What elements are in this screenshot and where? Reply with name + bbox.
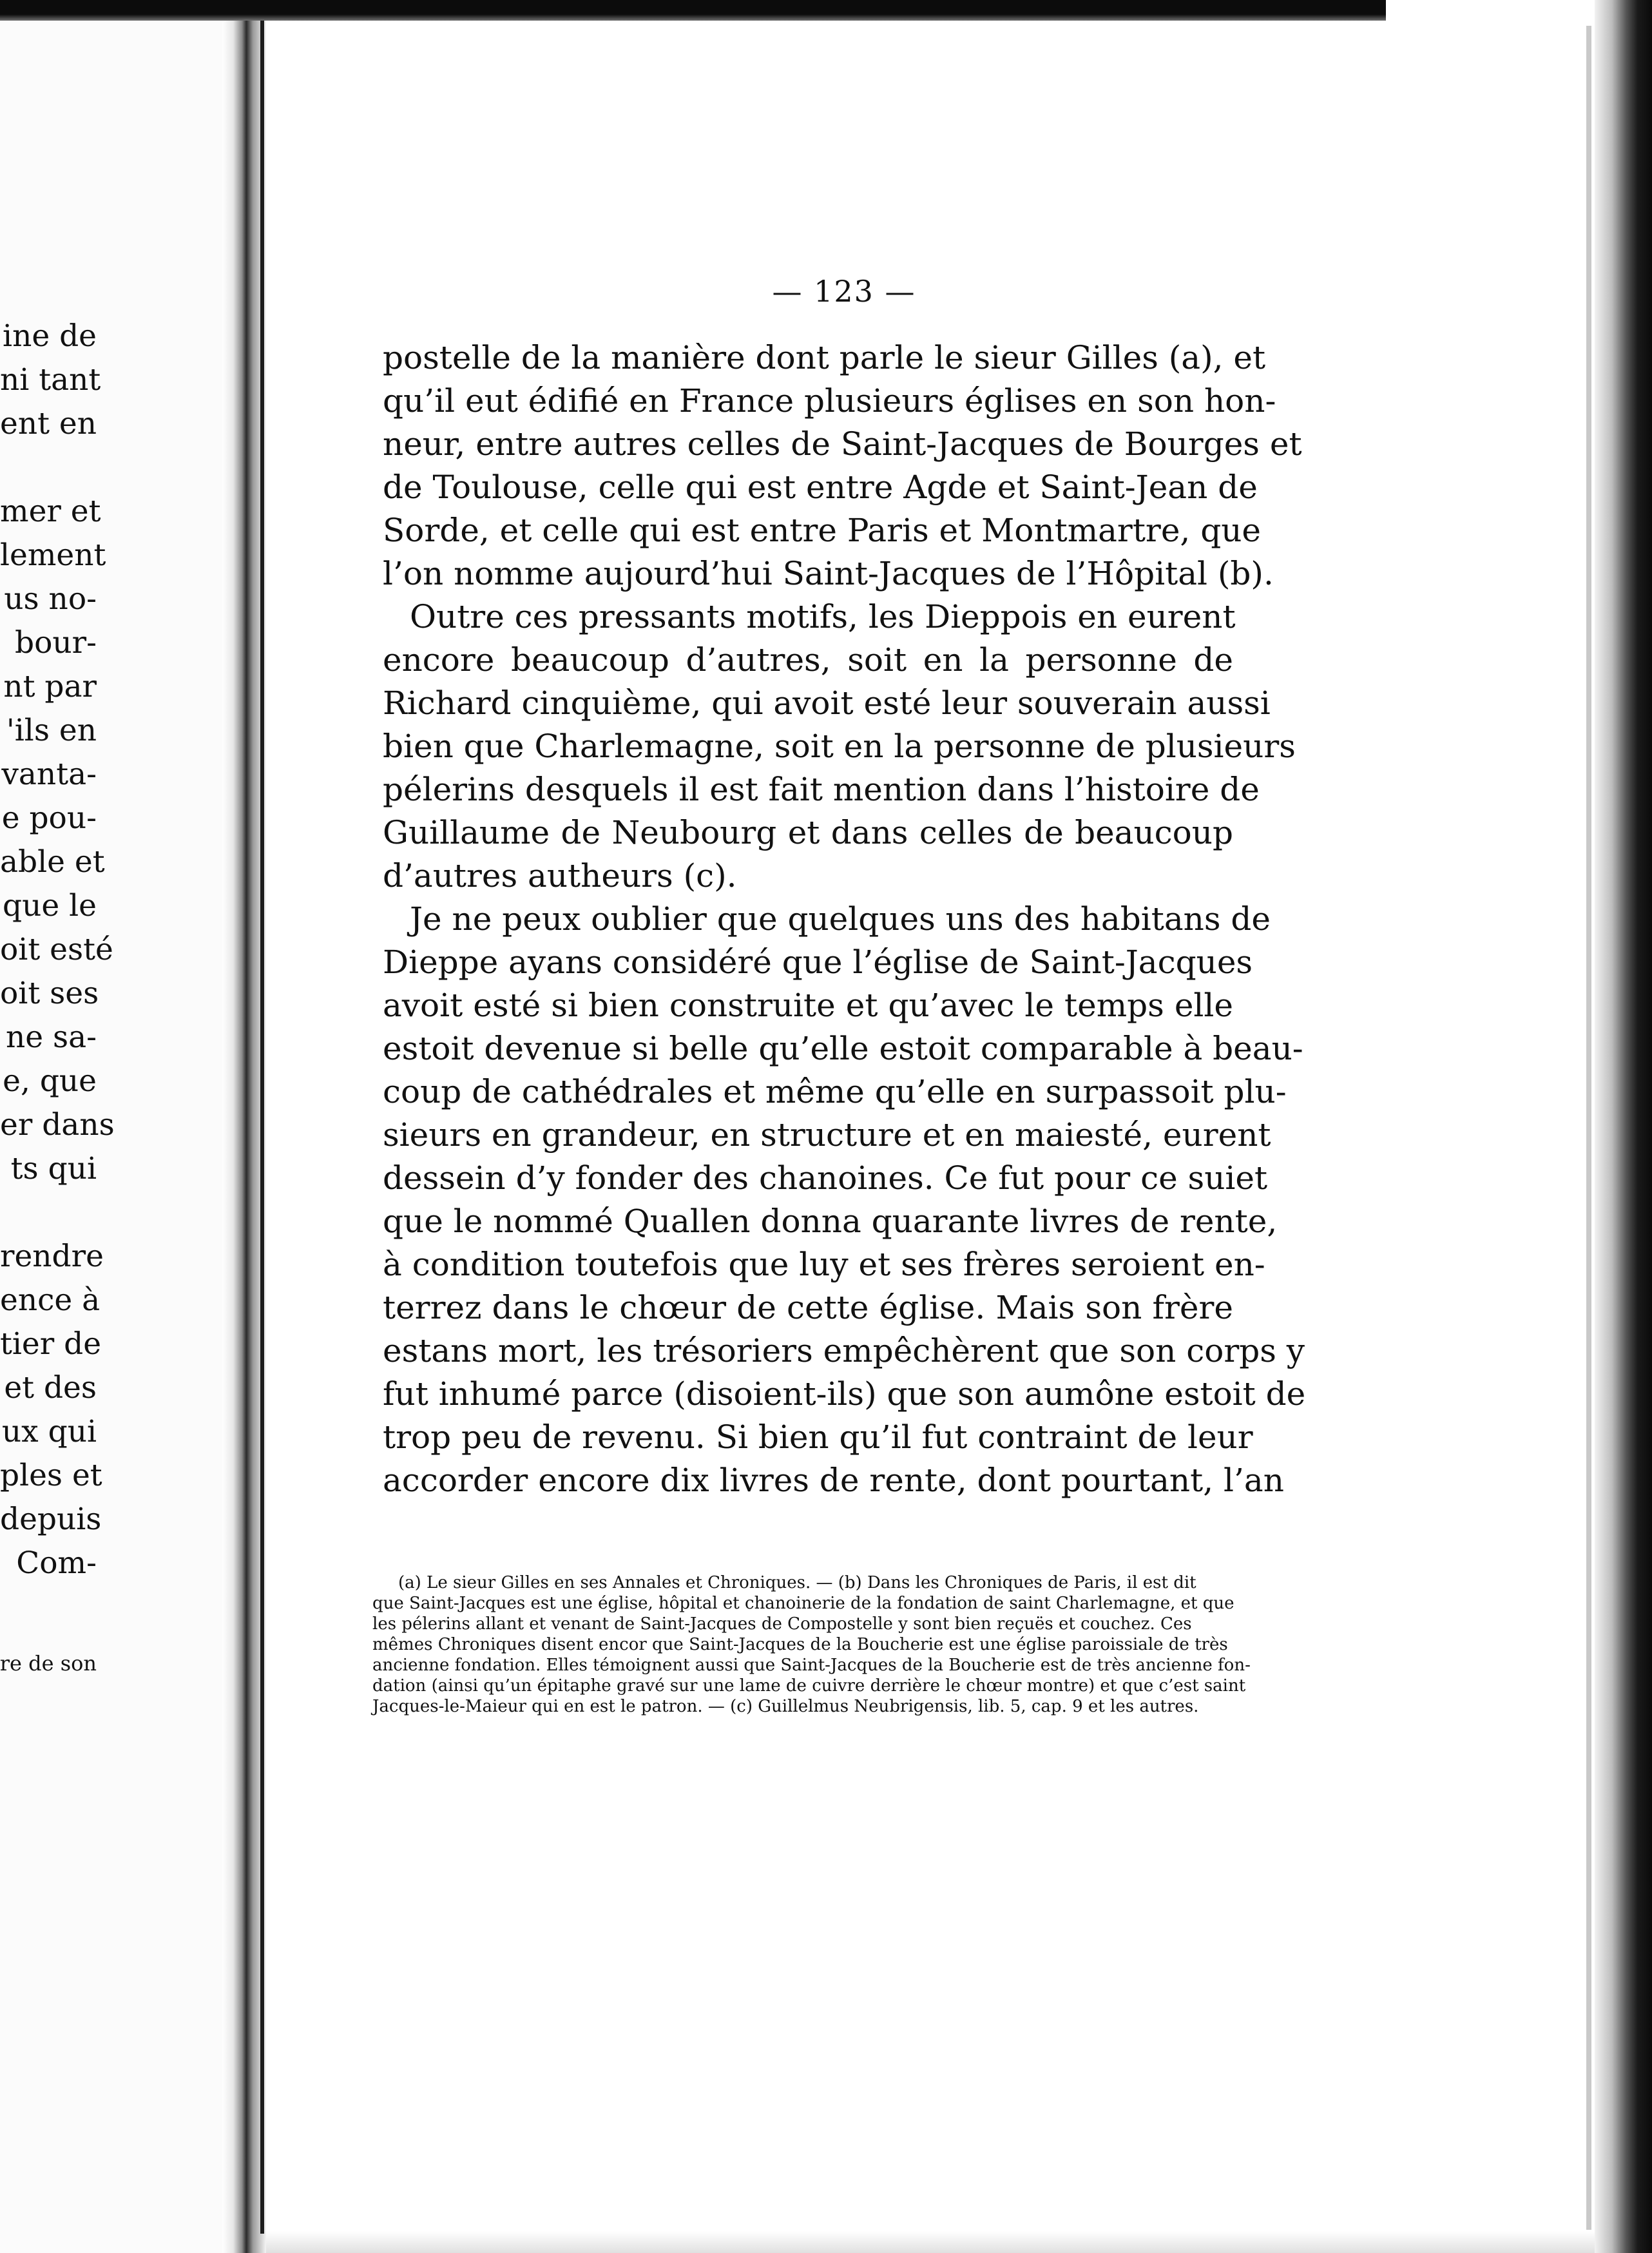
left-page-line: oit esté: [0, 932, 113, 967]
body-line: Guillaume de Neubourg et dans celles de beaucoup: [383, 814, 1233, 851]
body-line: Richard cinquième, qui avoit esté leur souverain aussi: [383, 684, 1271, 722]
left-page-line: ence à: [0, 1282, 101, 1318]
footnote-line: (a) Le sieur Gilles en ses Annales et Chroniques. — (b) Dans les Chroniques de Paris, il est dit: [398, 1573, 1196, 1592]
left-page-line: oit ses: [0, 976, 99, 1011]
body-line: Sorde, et celle qui est entre Paris et Montmartre, que: [383, 512, 1261, 549]
body-line: Dieppe ayans considéré que l’église de Saint-Jacques: [383, 943, 1253, 981]
body-paragraph: [383, 898, 1306, 1502]
body-line: coup de cathédrales et même qu’elle en surpassoit plu-: [383, 1073, 1287, 1110]
body-line: trop peu de revenu. Si bien qu’il fut contraint de leur: [383, 1418, 1253, 1456]
body-paragraph: [383, 595, 1296, 898]
book-spine-shadow: [222, 0, 266, 2253]
left-page-line: ne sa-: [5, 1020, 97, 1055]
left-page-line: us no-: [4, 581, 97, 617]
left-page-line: mer et: [0, 494, 101, 529]
left-page-line: e, que: [3, 1063, 97, 1099]
body-line: Je ne peux oublier que quelques uns des habitans de: [410, 900, 1271, 938]
body-line: d’autres autheurs (c).: [383, 857, 737, 894]
body-line: fut inhumé parce (disoient-ils) que son aumône estoit de: [383, 1375, 1306, 1413]
left-page-line: [0, 446, 97, 490]
scan-right-edge: [1595, 0, 1652, 2253]
footnote-line: dation (ainsi qu’un épitaphe gravé sur une lame de cuivre derrière le chœur montre) et que c’est saint: [372, 1676, 1246, 1696]
left-page-line: rendre: [0, 1239, 104, 1274]
page-number: — 123 —: [772, 274, 916, 309]
body-line: estans mort, les trésoriers empêchèrent que son corps y: [383, 1332, 1305, 1369]
body-line: que le nommé Quallen donna quarante livres de rente,: [383, 1203, 1278, 1240]
body-line: accorder encore dix livres de rente, dont pourtant, l’an: [383, 1462, 1284, 1499]
left-page-line: ine de: [3, 318, 97, 354]
left-page-line: depuis: [0, 1502, 102, 1537]
body-line: pélerins desquels il est fait mention dans l’histoire de: [383, 771, 1260, 808]
left-page-line: able et: [0, 844, 105, 880]
left-page-footnote-fragment: re de son: [0, 1651, 97, 1676]
footnote-line: ancienne fondation. Elles témoignent aussi que Saint-Jacques de la Boucherie est de très ancienne fon-: [372, 1656, 1251, 1675]
scan-top-border: [0, 0, 1386, 21]
body-line: encore beaucoup d’autres, soit en la personne de: [383, 641, 1233, 679]
left-page-line: er dans: [0, 1107, 115, 1143]
left-page-line: 'ils en: [6, 713, 97, 748]
body-line: terrez dans le chœur de cette église. Mais son frère: [383, 1289, 1233, 1326]
left-page-line: bour-: [14, 625, 97, 661]
left-page-fragment: [0, 0, 255, 2253]
left-page-line: ples et: [0, 1458, 102, 1493]
body-line: qu’il eut édifié en France plusieurs églises en son hon-: [383, 382, 1276, 420]
body-line: neur, entre autres celles de Saint-Jacques de Bourges et: [383, 425, 1302, 463]
body-line: Outre ces pressants motifs, les Dieppois en eurent: [410, 598, 1236, 635]
footnote-line: Jacques-le-Maieur qui en est le patron. — (c) Guillelmus Neubrigensis, lib. 5, cap. 9 et les autres.: [372, 1697, 1199, 1716]
body-line: avoit esté si bien construite et qu’avec le temps elle: [383, 987, 1233, 1024]
body-line: sieurs en grandeur, en structure et en maiesté, eurent: [383, 1116, 1271, 1154]
body-line: de Toulouse, celle qui est entre Agde et Saint-Jean de: [383, 469, 1258, 506]
body-line: bien que Charlemagne, soit en la personne de plusieurs: [383, 728, 1296, 765]
left-page-text: [0, 314, 115, 1585]
page-edge-line: [1586, 26, 1591, 2230]
left-page-line: ts qui: [10, 1151, 97, 1186]
page-bottom-shade: [266, 2231, 1595, 2253]
body-paragraph: [383, 336, 1302, 595]
main-text-block: [383, 336, 1306, 1502]
footnotes-block: [372, 1572, 1251, 1717]
footnote-line: que Saint-Jacques est une église, hôpital et chanoinerie de la fondation de saint Charlemagne, et que: [372, 1594, 1234, 1613]
left-page-line: nt par: [3, 669, 97, 704]
book-gutter-line: [260, 19, 264, 2234]
body-line: estoit devenue si belle qu’elle estoit comparable à beau-: [383, 1030, 1303, 1067]
body-line: l’on nomme aujourd’hui Saint-Jacques de l’Hôpital (b).: [383, 555, 1274, 592]
left-page-line: que le: [3, 888, 97, 923]
left-page-line: lement: [0, 537, 106, 573]
left-page-line: [0, 1191, 97, 1235]
body-line: à condition toutefois que luy et ses frères seroient en-: [383, 1246, 1265, 1283]
footnote-line: mêmes Chroniques disent encor que Saint-Jacques de la Boucherie est une église paroissiale de très: [372, 1635, 1228, 1654]
left-page-line: Com-: [16, 1545, 97, 1581]
body-line: dessein d’y fonder des chanoines. Ce fut pour ce suiet: [383, 1159, 1268, 1197]
left-page-line: et des: [4, 1370, 97, 1406]
footnote-line: les pélerins allant et venant de Saint-Jacques de Compostelle y sont bien reçuës et couchez. Ces: [372, 1614, 1192, 1634]
left-page-line: tier de: [0, 1326, 102, 1362]
left-page-line: ux qui: [1, 1414, 97, 1449]
left-page-line: e pou-: [1, 800, 97, 836]
body-line: postelle de la manière dont parle le sieur Gilles (a), et: [383, 339, 1266, 376]
left-page-line: vanta-: [1, 757, 97, 792]
left-page-line: ni tant: [0, 362, 101, 398]
left-page-line: ent en: [0, 406, 97, 441]
